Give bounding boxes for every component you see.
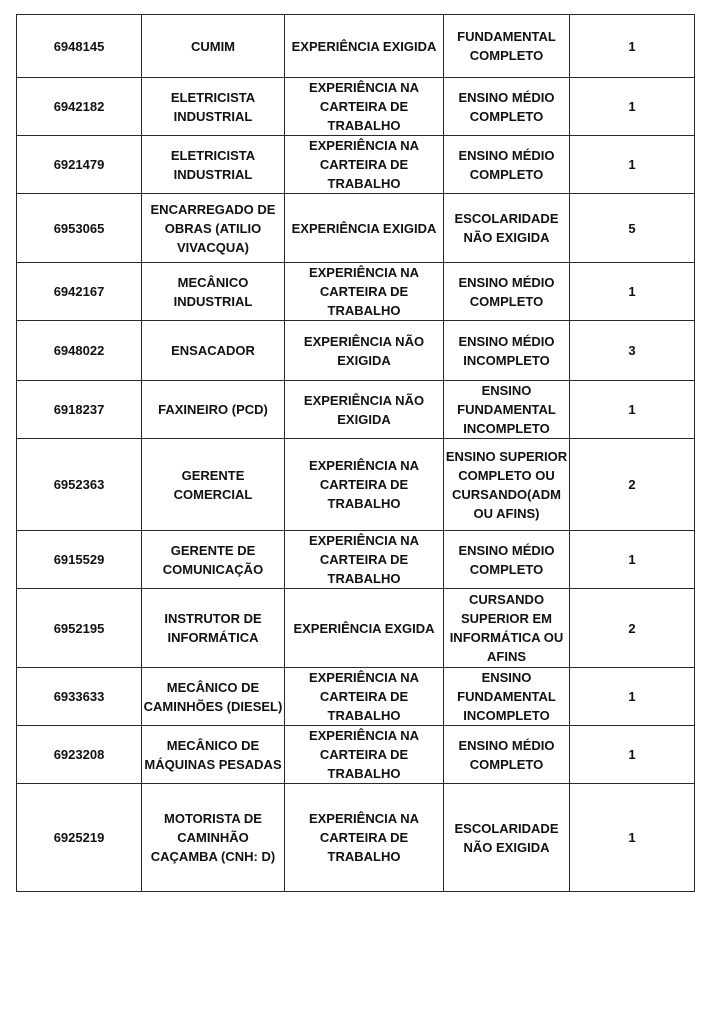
vacancies-cell: 2 — [570, 589, 695, 668]
vacancies-cell: 1 — [570, 784, 695, 892]
job-code-cell: 6952195 — [17, 589, 142, 668]
education-cell: ENSINO MÉDIO INCOMPLETO — [444, 321, 570, 381]
job-code-cell: 6948145 — [17, 15, 142, 78]
job-title-cell: ENCARREGADO DE OBRAS (ATILIO VIVACQUA) — [142, 194, 285, 263]
job-code-cell: 6942182 — [17, 78, 142, 136]
experience-cell: EXPERIÊNCIA NA CARTEIRA DE TRABALHO — [285, 136, 444, 194]
job-code-cell: 6915529 — [17, 531, 142, 589]
job-title-cell: INSTRUTOR DE INFORMÁTICA — [142, 589, 285, 668]
vacancies-cell: 1 — [570, 15, 695, 78]
experience-cell: EXPERIÊNCIA NÃO EXIGIDA — [285, 321, 444, 381]
experience-cell: EXPERIÊNCIA NA CARTEIRA DE TRABALHO — [285, 668, 444, 726]
job-title-cell: ELETRICISTA INDUSTRIAL — [142, 78, 285, 136]
table-row — [17, 668, 695, 726]
job-code-cell: 6923208 — [17, 726, 142, 784]
experience-cell: EXPERIÊNCIA NA CARTEIRA DE TRABALHO — [285, 531, 444, 589]
table-row — [17, 589, 695, 668]
education-cell: ESCOLARIDADE NÃO EXIGIDA — [444, 784, 570, 892]
vacancies-cell: 1 — [570, 78, 695, 136]
table-row — [17, 194, 695, 263]
table-row — [17, 531, 695, 589]
table-row — [17, 784, 695, 892]
vacancies-cell: 5 — [570, 194, 695, 263]
table-row — [17, 78, 695, 136]
education-cell: ENSINO MÉDIO COMPLETO — [444, 78, 570, 136]
vacancies-cell: 1 — [570, 381, 695, 439]
experience-cell: EXPERIÊNCIA NA CARTEIRA DE TRABALHO — [285, 439, 444, 531]
experience-cell: EXPERIÊNCIA EXIGIDA — [285, 194, 444, 263]
experience-cell: EXPERIÊNCIA EXGIDA — [285, 589, 444, 668]
education-cell: CURSANDO SUPERIOR EM INFORMÁTICA OU AFINS — [444, 589, 570, 668]
education-cell: ENSINO MÉDIO COMPLETO — [444, 531, 570, 589]
vacancies-cell: 1 — [570, 668, 695, 726]
table-row — [17, 136, 695, 194]
job-title-cell: MECÂNICO DE CAMINHÕES (DIESEL) — [142, 668, 285, 726]
vacancies-cell: 1 — [570, 531, 695, 589]
vacancies-cell: 1 — [570, 726, 695, 784]
education-cell: ENSINO FUNDAMENTAL INCOMPLETO — [444, 668, 570, 726]
education-cell: ENSINO FUNDAMENTAL INCOMPLETO — [444, 381, 570, 439]
table-row — [17, 726, 695, 784]
job-code-cell: 6948022 — [17, 321, 142, 381]
job-code-cell: 6921479 — [17, 136, 142, 194]
job-title-cell: MECÂNICO DE MÁQUINAS PESADAS — [142, 726, 285, 784]
experience-cell: EXPERIÊNCIA NA CARTEIRA DE TRABALHO — [285, 784, 444, 892]
job-title-cell: FAXINEIRO (PCD) — [142, 381, 285, 439]
experience-cell: EXPERIÊNCIA NA CARTEIRA DE TRABALHO — [285, 263, 444, 321]
job-vacancies-table — [16, 14, 695, 892]
table-row — [17, 381, 695, 439]
job-title-cell: ELETRICISTA INDUSTRIAL — [142, 136, 285, 194]
job-title-cell: GERENTE DE COMUNICAÇÃO — [142, 531, 285, 589]
education-cell: ENSINO SUPERIOR COMPLETO OU CURSANDO(ADM OU AFINS) — [444, 439, 570, 531]
vacancies-cell: 1 — [570, 263, 695, 321]
education-cell: FUNDAMENTAL COMPLETO — [444, 15, 570, 78]
job-title-cell: MECÂNICO INDUSTRIAL — [142, 263, 285, 321]
education-cell: ENSINO MÉDIO COMPLETO — [444, 136, 570, 194]
table-row — [17, 321, 695, 381]
vacancies-cell: 1 — [570, 136, 695, 194]
job-title-cell: ENSACADOR — [142, 321, 285, 381]
job-title-cell: MOTORISTA DE CAMINHÃO CAÇAMBA (CNH: D) — [142, 784, 285, 892]
experience-cell: EXPERIÊNCIA NÃO EXIGIDA — [285, 381, 444, 439]
job-title-cell: GERENTE COMERCIAL — [142, 439, 285, 531]
job-code-cell: 6953065 — [17, 194, 142, 263]
job-code-cell: 6933633 — [17, 668, 142, 726]
job-code-cell: 6918237 — [17, 381, 142, 439]
table-row — [17, 15, 695, 78]
education-cell: ESCOLARIDADE NÃO EXIGIDA — [444, 194, 570, 263]
table-row — [17, 263, 695, 321]
education-cell: ENSINO MÉDIO COMPLETO — [444, 263, 570, 321]
job-code-cell: 6925219 — [17, 784, 142, 892]
vacancies-cell: 3 — [570, 321, 695, 381]
job-code-cell: 6942167 — [17, 263, 142, 321]
education-cell: ENSINO MÉDIO COMPLETO — [444, 726, 570, 784]
experience-cell: EXPERIÊNCIA EXIGIDA — [285, 15, 444, 78]
table-row — [17, 439, 695, 531]
experience-cell: EXPERIÊNCIA NA CARTEIRA DE TRABALHO — [285, 78, 444, 136]
experience-cell: EXPERIÊNCIA NA CARTEIRA DE TRABALHO — [285, 726, 444, 784]
job-title-cell: CUMIM — [142, 15, 285, 78]
job-code-cell: 6952363 — [17, 439, 142, 531]
vacancies-cell: 2 — [570, 439, 695, 531]
